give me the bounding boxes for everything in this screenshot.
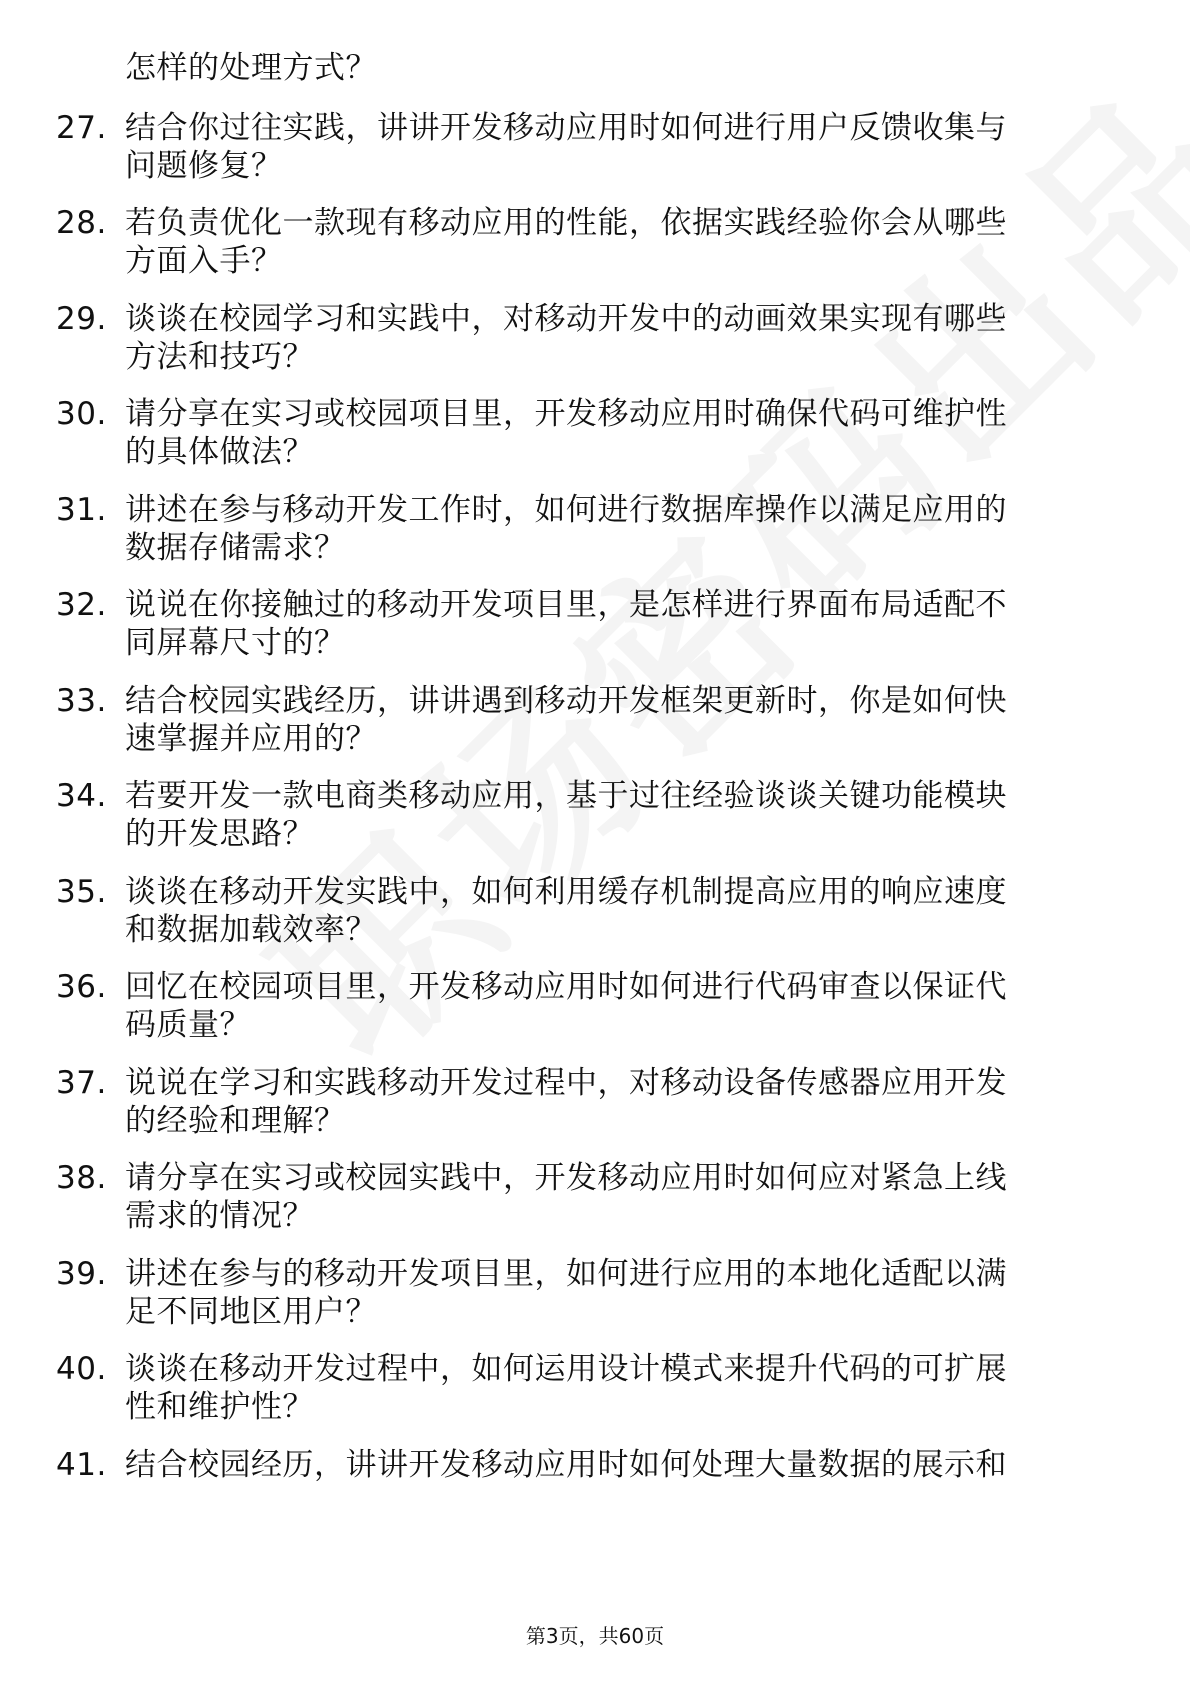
question-text-line: 讲述在参与移动开发工作时，如何进行数据库操作以满足应用的: [125, 492, 1007, 528]
question-number: 30.: [56, 396, 107, 432]
question-text-line: 方法和技巧？: [125, 339, 314, 375]
question-text-line: 需求的情况？: [125, 1198, 314, 1234]
question-text-line: 方面入手？: [125, 243, 283, 279]
question-number: 36.: [56, 969, 107, 1005]
question-text-line: 数据存储需求？: [125, 530, 346, 566]
question-text-line: 性和维护性？: [125, 1389, 314, 1425]
question-number: 39.: [56, 1256, 107, 1292]
question-text-line: 足不同地区用户？: [125, 1294, 377, 1330]
question-text-line: 怎样的处理方式？: [125, 50, 377, 86]
question-number: 38.: [56, 1160, 107, 1196]
question-number: 35.: [56, 874, 107, 910]
question-text-line: 若负责优化一款现有移动应用的性能，依据实践经验你会从哪些: [125, 205, 1007, 241]
question-text-line: 速掌握并应用的？: [125, 721, 377, 757]
question-number: 31.: [56, 492, 107, 528]
question-text-line: 讲述在参与的移动开发项目里，如何进行应用的本地化适配以满: [125, 1256, 1007, 1292]
question-text-line: 同屏幕尺寸的？: [125, 625, 346, 661]
question-number: 32.: [56, 587, 107, 623]
question-number: 34.: [56, 778, 107, 814]
page-footer: 第3页，共60页: [525, 1624, 665, 1648]
question-text-line: 请分享在实习或校园项目里，开发移动应用时确保代码可维护性: [125, 396, 1007, 432]
question-number: 40.: [56, 1351, 107, 1387]
question-text-line: 结合校园实践经历，讲讲遇到移动开发框架更新时，你是如何快: [125, 683, 1007, 719]
question-text-line: 结合校园经历，讲讲开发移动应用时如何处理大量数据的展示和: [125, 1447, 1007, 1483]
question-text-line: 的开发思路？: [125, 816, 314, 852]
question-text-line: 谈谈在移动开发实践中，如何利用缓存机制提高应用的响应速度: [125, 874, 1007, 910]
question-text-line: 回忆在校园项目里，开发移动应用时如何进行代码审查以保证代: [125, 969, 1007, 1005]
question-text-line: 请分享在实习或校园实践中，开发移动应用时如何应对紧急上线: [125, 1160, 1007, 1196]
question-text-line: 谈谈在校园学习和实践中，对移动开发中的动画效果实现有哪些: [125, 301, 1007, 337]
question-text-line: 谈谈在移动开发过程中，如何运用设计模式来提升代码的可扩展: [125, 1351, 1007, 1387]
question-number: 33.: [56, 683, 107, 719]
question-number: 28.: [56, 205, 107, 241]
question-number: 27.: [56, 110, 107, 146]
question-text-line: 和数据加载效率？: [125, 912, 377, 948]
question-text-line: 说说在你接触过的移动开发项目里，是怎样进行界面布局适配不: [125, 587, 1007, 623]
question-text-line: 问题修复？: [125, 148, 283, 184]
question-number: 29.: [56, 301, 107, 337]
question-text-line: 若要开发一款电商类移动应用，基于过往经验谈谈关键功能模块: [125, 778, 1007, 814]
question-text-line: 的具体做法？: [125, 434, 314, 470]
question-text-line: 的经验和理解？: [125, 1103, 346, 1139]
question-text-line: 说说在学习和实践移动开发过程中，对移动设备传感器应用开发: [125, 1065, 1007, 1101]
question-text-line: 结合你过往实践，讲讲开发移动应用时如何进行用户反馈收集与: [125, 110, 1007, 146]
question-number: 37.: [56, 1065, 107, 1101]
question-text-line: 码质量？: [125, 1007, 251, 1043]
question-number: 41.: [56, 1447, 107, 1483]
